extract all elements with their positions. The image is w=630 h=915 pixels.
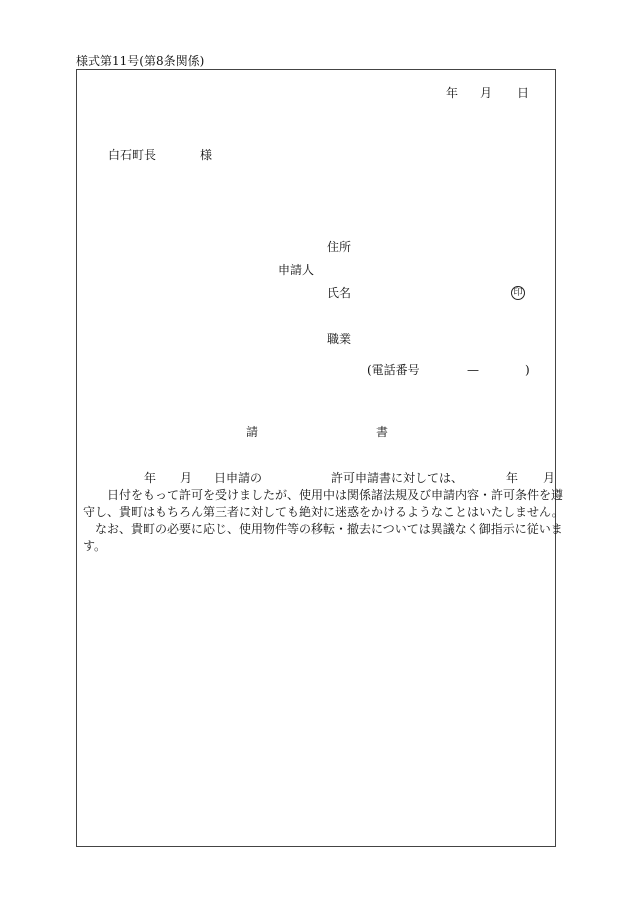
date-year: 年 [446, 86, 459, 100]
title-left-char: 請 [246, 425, 259, 439]
occupation-label: 職業 [327, 332, 352, 346]
applicant-label: 申請人 [278, 263, 315, 277]
body-year: 年 [144, 471, 157, 485]
body-line-4 [83, 521, 563, 538]
body-line-5 [83, 538, 553, 555]
pledge-body [83, 470, 564, 555]
body-permit-application: 許可申請書に対しては、 [331, 471, 464, 485]
date-day: 日 [517, 86, 530, 100]
body-line-3 [83, 504, 564, 521]
body-year-2: 年 [506, 471, 519, 485]
name-label: 氏名 [327, 286, 352, 300]
address-label: 住所 [327, 240, 352, 254]
body-month: 月 [180, 471, 193, 485]
addressee-name: 白石町長 [108, 148, 157, 162]
addressee-honorific: 様 [200, 148, 213, 162]
body-line-2 [83, 487, 564, 504]
body-line-2-text: 日付をもって許可を受けましたが、使用中は関係諸法規及び申請内容・許可条件を遵 [107, 488, 564, 502]
date-month: 月 [480, 86, 493, 100]
body-day-applied: 日申請の [214, 471, 263, 485]
form-frame [76, 69, 564, 847]
phone-close: ) [525, 363, 530, 377]
phone-open: (電話番号 [367, 363, 420, 377]
phone-dash: — [467, 363, 479, 377]
form-number: 様式第11号(第8条関係) [76, 54, 205, 68]
body-line-4-text: なお、貴町の必要に応じ、使用物件等の移転・撤去については異議なく御指示に従いま [95, 522, 563, 536]
body-line-3-text: 守し、貴町はもちろん第三者に対しても絶対に迷惑をかけるようなことはいたしません。 [83, 505, 564, 519]
body-line-5-text: す。 [83, 539, 107, 553]
body-line-1 [83, 470, 556, 487]
title-right-char: 書 [376, 425, 389, 439]
seal-mark: 印 [511, 286, 525, 300]
body-month-2: 月 [543, 471, 556, 485]
